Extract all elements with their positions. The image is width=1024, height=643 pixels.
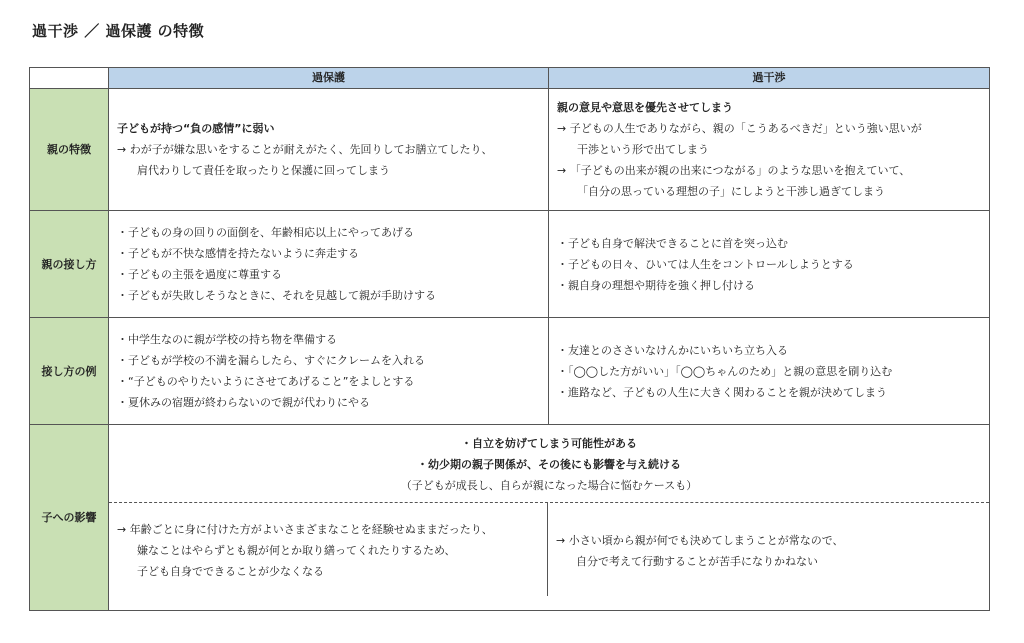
effects-common-note: （子どもが成長し、自らが親になった場合に悩むケースも） [400,479,698,492]
page-title: 過干渉 ／ 過保護 の特徴 [32,22,205,40]
list-item: ・子どもが学校の不満を漏らしたら、すぐにクレームを入れる [117,354,425,367]
row-parenting-style [30,211,990,318]
header-overinterference: 過干渉 [549,68,990,89]
list-item: ・夏休みの宿題が終わらないので親が代わりにやる [117,396,370,409]
effects-common-point: ・幼少期の親子関係が、その後にも影響を与え続ける [417,458,681,471]
list-item: ・進路など、子どもの人生に大きく関わることを親が決めてしまう [557,385,887,399]
text-line: → 小さい頃から親が何でも決めてしまうことが常なので、 [556,533,844,547]
text-line: → わが子が嫌な思いをすることが耐えがたく、先回りしてお膳立てしたり、 [117,143,493,156]
list-item: ・中学生なのに親が学校の持ち物を準備する [117,333,337,346]
list-item: ・友達とのささいなけんかにいちいち立ち入る [557,343,788,357]
traits-overprotection-heading: 子どもが持つ“負の感情”に弱い [117,122,275,135]
text-line: → 「子どもの出来が親の出来につながる」のような思いを抱えていて、 [557,164,911,177]
corner-cell [30,68,109,89]
text-line: → 子どもの人生でありながら、親の「こうあるべきだ」という強い思いが [557,122,922,135]
effects-common-point: ・自立を妨げてしまう可能性がある [461,437,637,450]
list-item: ・「◯◯した方がいい」「◯◯ちゃんのため」と親の意思を刷り込む [557,364,893,378]
traits-overinterference-heading: 親の意見や意思を優先させてしまう [557,101,733,114]
cell-traits-overprotection [109,89,549,211]
cell-style-overinterference [549,211,990,318]
text-line: 自分で考えて行動することが苦手になりかねない [576,554,818,568]
text-line: 干渉という形で出てしまう [577,143,709,156]
list-item: ・子どもが不快な感情を持たないように奔走する [117,247,359,260]
cell-style-overprotection [109,211,549,318]
effects-split [109,502,989,596]
row-label-parent-traits: 親の特徴 [30,89,109,211]
row-label-examples: 接し方の例 [30,318,109,425]
cell-effects [109,425,990,611]
header-row [30,68,990,89]
list-item: ・子どもの主張を過度に尊重する [117,268,282,281]
list-item: ・“子どものやりたいようにさせてあげること”をよしとする [117,375,415,388]
text-line: 子ども自身でできることが少なくなる [137,565,324,578]
list-item: ・子どもの日々、ひいては人生をコントロールしようとする [557,257,854,271]
cell-examples-overprotection [109,318,549,425]
text-line: → 年齢ごとに身に付けた方がよいさまざまなことを経験せぬままだったり、 [117,523,493,536]
row-label-parenting-style: 親の接し方 [30,211,109,318]
row-parent-traits [30,89,990,211]
row-examples [30,318,990,425]
effects-overinterference [548,503,989,596]
text-line: 肩代わりして責任を取ったりと保護に回ってしまう [137,164,390,177]
row-label-effects: 子への影響 [30,425,109,611]
effects-overprotection [109,503,548,596]
comparison-table [29,67,990,611]
list-item: ・子どもが失敗しそうなときに、それを見越して親が手助けする [117,289,436,302]
text-line: 嫌なことはやらずとも親が何とか取り繕ってくれたりするため、 [137,544,456,557]
cell-traits-overinterference [549,89,990,211]
list-item: ・子どもの身の回りの面倒を、年齢相応以上にやってあげる [117,226,414,239]
header-overprotection: 過保護 [109,68,549,89]
text-line: 「自分の思っている理想の子」にしようと干渉し過ぎてしまう [577,185,885,198]
list-item: ・子ども自身で解決できることに首を突っ込む [557,236,788,250]
cell-examples-overinterference [549,318,990,425]
row-effects [30,425,990,611]
list-item: ・親自身の理想や期待を強く押し付ける [557,278,755,292]
effects-common [109,425,989,502]
